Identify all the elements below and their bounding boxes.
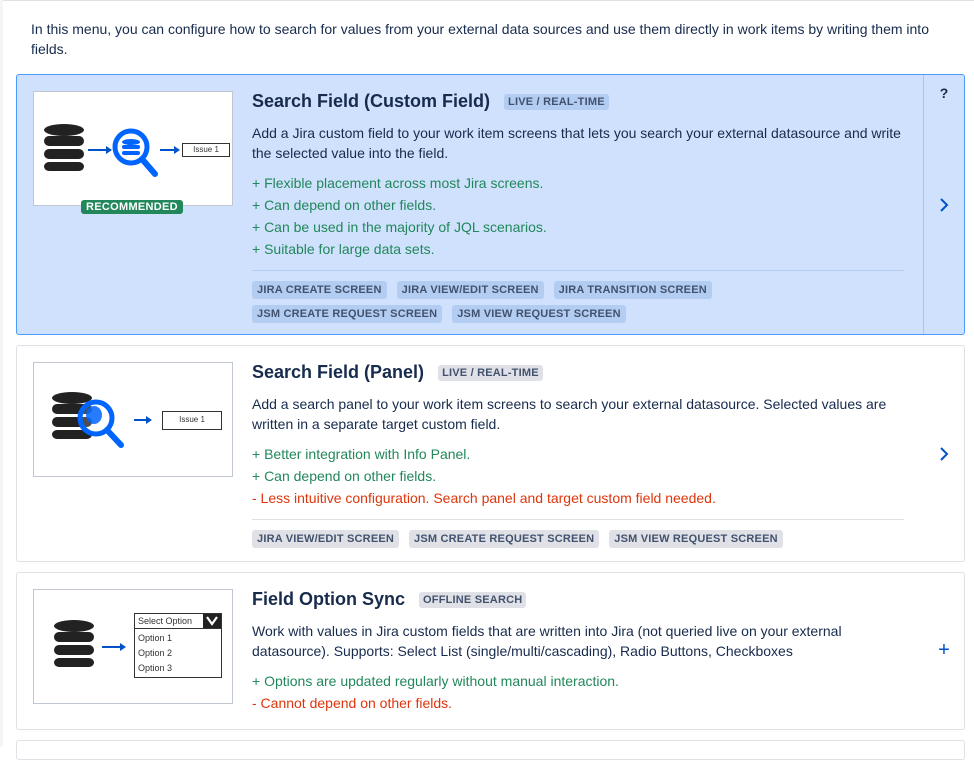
card-title-row [252,362,543,383]
recommended-badge: RECOMMENDED [81,200,183,214]
card-description: Add a search panel to your work item screens to search your external datasource. Selected values are written in a separate target custom field. [252,396,887,432]
card-action-column [924,573,964,729]
con-bullet: - Cannot depend on other fields. [252,695,453,711]
card-title-row [252,91,609,112]
database-icon [54,620,94,667]
pro-bullet: + Suitable for large data sets. [252,241,435,257]
card-field-option-sync[interactable] [16,572,965,730]
thumbnail-panel [33,362,233,477]
screen-tags [252,281,912,323]
magnifier-icon [115,131,155,174]
screen-tag: JSM CREATE REQUEST SCREEN [409,530,599,548]
select-placeholder: Select Option [138,616,193,626]
chevron-right-icon[interactable] [937,197,951,213]
mode-lozenge: OFFLINE SEARCH [419,592,526,608]
pro-bullet: + Flexible placement across most Jira screens. [252,175,544,191]
screen-tag: JIRA CREATE SCREEN [252,281,387,299]
screen-tags [252,530,912,548]
screen-tag: JSM VIEW REQUEST SCREEN [609,530,783,548]
screen-tag: JSM VIEW REQUEST SCREEN [452,305,626,323]
con-bullet: - Less intuitive configuration. Search panel and target custom field needed. [252,490,716,506]
card-description: Work with values in Jira custom fields that are written into Jira (not queried live on your external datasource). Supports: Select List (single/multi/cascading), Radio Buttons, Checkboxes [252,623,842,659]
dropdown-arrow-icon [203,614,221,628]
thumbnail-option-sync [33,589,233,704]
card-title: Field Option Sync [252,589,406,609]
select-option: Option 1 [138,633,173,643]
pro-bullet: + Better integration with Info Panel. [252,446,471,462]
select-option: Option 3 [138,663,173,673]
card-action-column [924,346,964,561]
issue-field-box: Issue 1 [162,411,222,430]
card-title: Search Field (Panel) [252,362,425,382]
chevron-right-icon[interactable] [937,446,951,462]
help-button[interactable]: ? [939,85,949,101]
top-border [0,0,974,5]
screen-tag: JSM CREATE REQUEST SCREEN [252,305,442,323]
select-list-illustration [134,613,222,678]
select-option: Option 2 [138,648,173,658]
card-action-column [923,75,964,334]
card-title-row [252,589,526,610]
pro-bullet: + Can depend on other fields. [252,468,437,484]
pro-bullet: + Options are updated regularly without manual interaction. [252,673,619,689]
intro-text: In this menu, you can configure how to search for values from your external data sources and use them directly in work items by writing them into fields. [31,21,929,57]
card-bullets [252,443,902,509]
card-next-partial[interactable] [16,740,965,760]
select-options [135,629,221,678]
database-icon [44,124,84,171]
card-title: Search Field (Custom Field) [252,91,491,111]
pro-bullet: + Can be used in the majority of JQL scenarios. [252,219,547,235]
card-separator [252,519,904,520]
card-separator [252,270,904,271]
card-search-field-custom[interactable] [16,74,965,335]
card-bullets [252,670,902,714]
select-header [135,614,221,629]
screen-tag: JIRA VIEW/EDIT SCREEN [252,530,399,548]
issue-field-box: Issue 1 [182,143,230,157]
thumbnail-custom-field [33,91,233,206]
left-edge [0,0,3,747]
card-description: Add a Jira custom field to your work item screens that lets you search your external datasource and write the selected value into the field. [252,125,901,161]
card-search-field-panel[interactable] [16,345,965,562]
card-bullets [252,172,902,260]
screen-tag: JIRA TRANSITION SCREEN [554,281,712,299]
plus-icon[interactable]: + [938,639,950,661]
mode-lozenge: LIVE / REAL-TIME [504,94,609,110]
mode-lozenge: LIVE / REAL-TIME [438,365,543,381]
pro-bullet: + Can depend on other fields. [252,197,437,213]
screen-tag: JIRA VIEW/EDIT SCREEN [397,281,544,299]
